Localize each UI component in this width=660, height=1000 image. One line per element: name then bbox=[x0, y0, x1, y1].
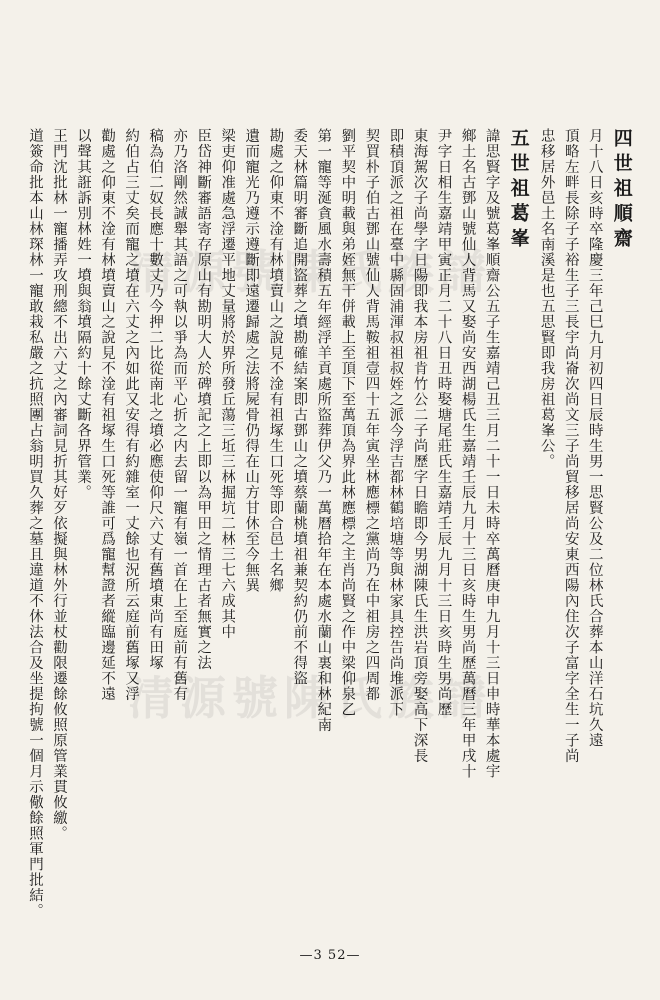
text-column: 尹字日相生嘉靖甲寅正月二十八日丑時娶塘尾莊氏生嘉靖壬辰九月十三日亥時生男尚歷 bbox=[435, 128, 452, 717]
generation-heading: 五世祖葛峯 bbox=[507, 128, 530, 253]
page-number: —3 52— bbox=[299, 948, 361, 963]
text-column: 第一寵等涎貪風水壽積五年經浮羊貢處所盜葬伊父乃一萬曆拾年在本處水蘭山裏和林紀南 bbox=[315, 128, 332, 733]
watermark-top: 清源號陳氏族譜 bbox=[128, 245, 492, 299]
text-column: 梁吏仰准處急浮遷平地丈量將於界所發丘蕩三坵三林掘坑二林三七六成其中 bbox=[219, 128, 236, 640]
text-column: 約伯占三丈矣而寵之墳在六丈之內如此又安得有約雜室一丈餘也況所云庭前舊塚又浮 bbox=[123, 128, 140, 702]
text-column: 諱思賢字及號葛峯順齋公五子生嘉靖己丑三月二十一日未時卒萬曆庚申九月十三日申時華本處宇 bbox=[483, 128, 500, 779]
text-column: 鄉土名古鄧山號仙人背馬又娶尚安西湖楊氏生嘉靖壬辰九月十三日亥時生男尚歷萬曆三年甲戌十 bbox=[459, 128, 476, 779]
text-column: 亦乃洛剛然誠舉其語之可執以爭為而平心折之内去留一寵有嶺一首在上至庭前有舊有 bbox=[171, 128, 188, 702]
text-column: 稿為伯二奴長應十數丈乃今押二比從南北之墳必應使仰尺六丈有舊墳東尚有田塚 bbox=[147, 128, 164, 671]
text-column: 契買朴子伯古鄧山號仙人背馬鞍祖壹四十五年寅坐林應標之黨尚乃在中祖房之四周都 bbox=[363, 128, 380, 702]
watermark-bottom: 清源號陳氏族譜 bbox=[128, 671, 492, 725]
text-column: 勸處之仰東不淦有林墳賣山之說見不淦有祖塚生口死等誰可爲寵幫證者縱臨邊延不遠 bbox=[99, 128, 116, 702]
text-column: 勘處之仰東不淦有林墳賣山之說見不淦有祖塚生口死等即合邑土名鄉 bbox=[267, 128, 284, 593]
generation-heading: 四世祖順齋 bbox=[610, 128, 633, 253]
text-column: 臣岱神斷審語寄存原山有勘明大人於碑墳記之上即以為甲田之情理古者無實之法 bbox=[195, 128, 212, 671]
vertical-text-block bbox=[26, 128, 634, 940]
text-column: 即積頂派之祖在臺中縣固浦渾叔祖叔姪之派今浮吉都林鶴培塘等與林家具控告尚堆派下 bbox=[387, 128, 404, 717]
text-column: 月十八日亥時卒隆慶三年己巳九月初四日辰時生男一思賢公及二位林氏合葬本山洋石坑久遠 bbox=[586, 128, 603, 748]
text-column: 道簽命批本山林琛林一寵敢栽私嚴之抗照團占翁明買久葬之墓且違道不休法合及坐提拘號一個月示儆餘照軍門批結。 bbox=[27, 128, 43, 919]
text-column: 頂略左畔長除子子裕生子三長宇尚崙次尚文三子尚貿移居尚安東西陽內住次子富字全生一子尚 bbox=[562, 128, 579, 764]
text-column: 遺而寵光乃遵示遵斷即遠遷歸處之法將屍骨仍得在山方甘休至今無異 bbox=[243, 128, 260, 593]
text-column: 忠移居外邑土名南溪是也五思賢即我房祖葛峯公。 bbox=[538, 128, 555, 469]
text-column: 王門沈批林一寵播弄攻刑總不出六丈之內審詞見折其好歹依擬與林外行並杖勸限遷餘攸照原管業貫攸繳。 bbox=[51, 128, 68, 841]
text-column: 委天林篇明審斷追開盜葬之墳勘確結案即古鄧山之墳蔡蘭桃墳祖兼契約仍前不得盜 bbox=[291, 128, 308, 686]
text-column: 以聲其誑訴別林姓一墳與翁墳隔約十餘丈斷各界管業。 bbox=[75, 128, 92, 500]
text-column: 劉平契中明載與弟姪無干併載上至頂下至萬頂為界此林應標之主肖尚賢之作中梁仰泉乙 bbox=[339, 128, 356, 717]
text-column: 東海駕次子尚學字日陽即我本房祖肯竹公二子尚歷字日瞻即今男湖陳氏生洪岩頂旁娶高下深長 bbox=[411, 128, 428, 764]
